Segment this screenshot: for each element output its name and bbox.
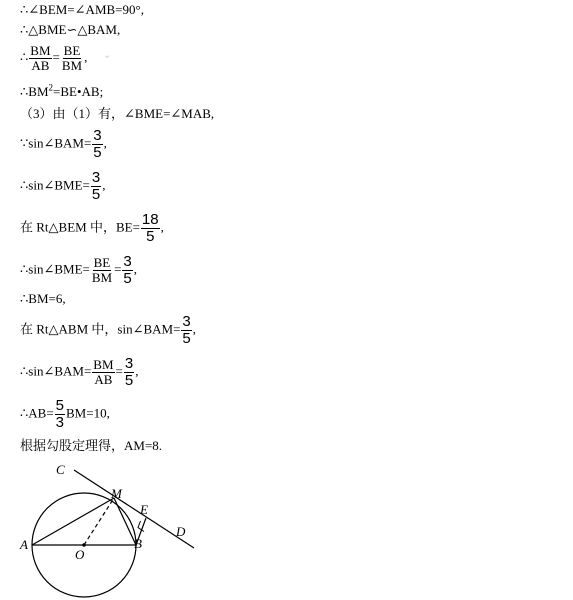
label-a: A [20,537,28,552]
line-10: ∴BM=6, [20,291,66,306]
comma: , [102,177,106,193]
fraction-bm-ab [29,44,51,73]
fraction-be-bm [61,44,83,73]
numerator: 3 [93,127,102,144]
numerator: 18 [141,211,159,228]
wavy-mark: ᵕ [105,50,109,65]
segment-bm [114,498,136,545]
denominator: BM [61,58,83,73]
fraction-bm-ab [92,358,114,387]
line-6 [20,128,107,161]
denominator: 5 [93,144,102,161]
line-4 [20,84,103,100]
line-9 [20,254,137,287]
numerator: BE [93,255,111,270]
equation-prefix: 在 Rt△BEM 中，BE= [20,219,140,235]
label-e: E [140,502,148,517]
equals-sign: = [114,261,122,277]
equation-prefix: ∴sin∠BAM= [20,363,92,379]
line-12 [20,356,138,389]
denominator: 5 [182,330,191,347]
comma: , [160,219,164,235]
fraction-3-5 [181,314,191,347]
equals-sign: = [115,363,123,379]
equation-prefix: ∴sin∠BME= [20,177,90,193]
exponent: 2 [48,82,54,93]
label-m: M [111,486,122,501]
line-1: ∴∠BEM=∠AMB=90°, [20,2,144,17]
denominator: 5 [146,228,155,245]
denominator: 3 [55,414,65,431]
numerator: BE [63,43,81,58]
equals-sign: = [52,49,60,65]
label-d: D [176,524,186,539]
line-13 [20,398,110,431]
comma: , [84,49,88,65]
line-3 [20,44,109,73]
comma: , [133,261,138,277]
line-8 [20,212,164,245]
fraction-3-5 [91,170,101,203]
line-2: ∴△BME∽△BAM, [20,22,121,37]
denominator: AB [94,372,113,387]
equation-prefix: 在 Rt△ABM 中，sin∠BAM= [20,321,181,337]
label-c: C [56,462,65,477]
comma: , [192,321,197,337]
label-o: O [75,547,85,562]
geometry-diagram [14,458,204,598]
equation-prefix: ∴AB= [20,405,54,421]
numerator: 3 [123,253,132,270]
numerator: 3 [91,169,101,186]
comma: , [103,135,107,151]
fraction-be-bm [91,256,113,285]
numerator: BM [93,357,114,372]
fraction-18-5 [141,212,160,245]
equation-prefix: ∴sin∠BME= [20,261,90,277]
comma: , [135,363,139,379]
denominator: 5 [91,186,101,203]
denominator: 5 [124,372,134,389]
line-5: （3）由（1）有，∠BME=∠MAB, [20,106,215,121]
segment-am [32,498,114,545]
equation-rest: BM=10, [66,405,110,421]
line-11 [20,314,196,347]
numerator: 3 [124,355,134,372]
fraction-3-5 [122,254,132,287]
numerator: 5 [55,397,65,414]
denominator: BM [91,270,113,285]
equation-prefix: ∵sin∠BAM= [20,135,92,151]
denominator: 5 [123,270,132,287]
bm-text: ∴BM [20,84,49,99]
dashed-om [84,498,114,545]
equation-rest: =BE•AB; [53,84,104,99]
numerator: BM [30,43,51,58]
fraction-3-5 [92,128,102,161]
fraction-5-3 [55,398,65,431]
therefore-symbol: ∴ [20,49,29,65]
label-b: B [134,536,142,551]
numerator: 3 [182,313,191,330]
fraction-3-5 [124,356,134,389]
line-7 [20,170,105,203]
denominator: AB [31,58,50,73]
line-14: 根据勾股定理得，AM=8. [20,438,163,453]
